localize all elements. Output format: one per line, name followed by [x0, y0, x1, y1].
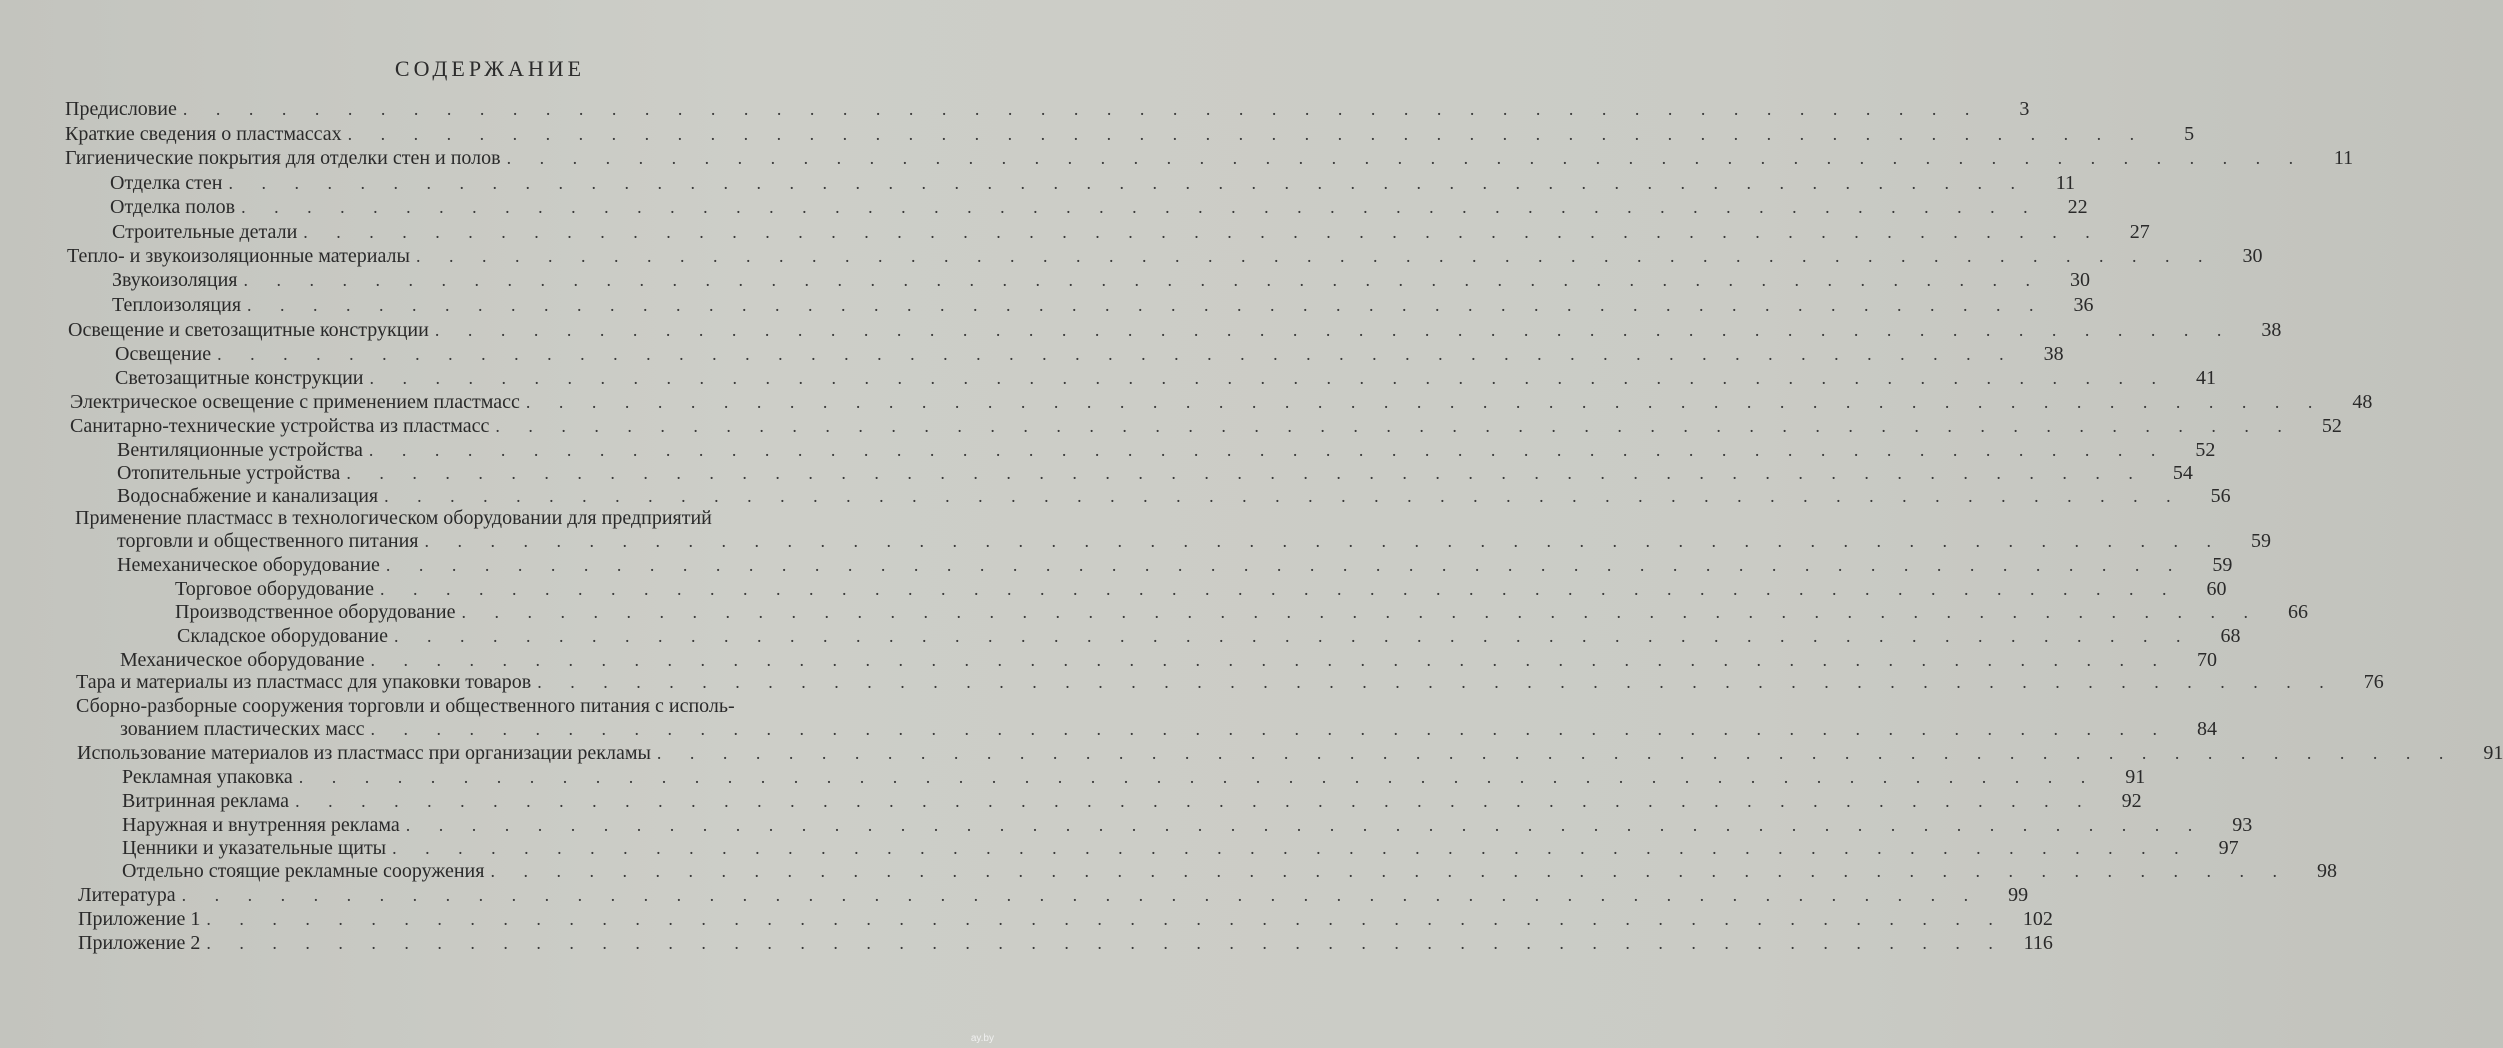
dot-leader: . . . . . . . . . . . . . . . . . . . . . . . . . . . . . . . . . . . . . . . . . . . . . . . . . . . . . . . — [182, 99, 1982, 119]
dot-leader: . . . . . . . . . . . . . . . . . . . . . . . . . . . . . . . . . . . . . . . . . . . . . . . . . . . . . . . — [228, 173, 2027, 193]
toc-entry-page: 41 — [2196, 367, 2216, 389]
toc-entry — [70, 390, 2373, 414]
toc-entry-page: 11 — [2333, 147, 2354, 169]
dot-leader: . . . . . . . . . . . . . . . . . . . . . . . . . . . . . . . . . . . . . . . . . . . . . . . . . . . . . . . — [368, 440, 2168, 460]
dot-leader: . . . . . . . . . . . . . . . . . . . . . . . . . . . . . . . . . . . . . . . . . . . . . . . . . . . . . . . — [247, 295, 2046, 315]
toc-entry — [175, 600, 2308, 624]
toc-entry-label: Ценники и указательные щиты — [122, 837, 387, 859]
toc-entry-page: 59 — [2251, 530, 2272, 552]
toc-entry — [115, 342, 2064, 366]
toc-entry-label: Санитарно-технические устройства из пластмасс — [70, 415, 490, 437]
toc-entry-label: Витринная реклама — [122, 790, 290, 812]
toc-entry — [122, 836, 2239, 860]
toc-entry — [78, 883, 2029, 907]
toc-entry-page: 93 — [2232, 814, 2253, 836]
toc-entry-page: 116 — [2023, 932, 2053, 954]
dot-leader: . . . . . . . . . . . . . . . . . . . . . . . . . . . . . . . . . . . . . . . . . . . . . . . . . . . . . . . — [369, 368, 2168, 388]
toc-entry-label: Предисловие — [65, 98, 177, 120]
toc-entry — [117, 529, 2272, 553]
toc-entry-label: Краткие сведения о пластмассах — [65, 123, 342, 145]
toc-entry — [117, 553, 2233, 577]
toc-entry — [65, 146, 2354, 170]
toc-entry-page: 98 — [2316, 860, 2337, 882]
toc-entry-page: 48 — [2352, 391, 2373, 413]
toc-entry — [117, 484, 2231, 508]
toc-entry-label: Наружная и внутренняя реклама — [122, 814, 400, 836]
toc-entry — [117, 438, 2216, 462]
toc-entry-label: Применение пластмасс в технологическом оборудовании для предприятий — [75, 507, 712, 529]
toc-entry — [65, 97, 2030, 121]
toc-entry — [77, 741, 2503, 765]
toc-entry — [65, 122, 2195, 146]
toc-entry-label: Отделка стен — [110, 172, 223, 194]
toc-entry — [122, 765, 2146, 789]
dot-leader: . . . . . . . . . . . . . . . . . . . . . . . . . . . . . . . . . . . . . . . . . . . . . . . . . . . . . . . — [385, 555, 2185, 575]
dot-leader: . . . . . . . . . . . . . . . . . . . . . . . . . . . . . . . . . . . . . . . . . . . . . . . . . . . . . . . — [392, 838, 2191, 858]
dot-leader: . . . . . . . . . . . . . . . . . . . . . . . . . . . . . . . . . . . . . . . . . . . . . . . . . . . . . . . — [370, 650, 2169, 670]
toc-entry-label: Рекламная упаковка — [122, 766, 293, 788]
toc-entry-page: 70 — [2196, 649, 2217, 671]
toc-entry-label: Отдельно стоящие рекламные сооружения — [122, 860, 485, 882]
toc-entry — [112, 220, 2150, 244]
toc-entry — [68, 318, 2282, 342]
dot-leader: . . . . . . . . . . . . . . . . . . . . . . . . . . . . . . . . . . . . . . . . . . . . . . . . . . . . . . . — [415, 246, 2215, 266]
dot-leader: . . . . . . . . . . . . . . . . . . . . . . . . . . . . . . . . . . . . . . . . . . . . . . . . . . . . . . . — [495, 416, 2294, 436]
dot-leader: . . . . . . . . . . . . . . . . . . . . . . . . . . . . . . . . . . . . . . . . . . . . . . . . . . . . . . . — [525, 392, 2325, 412]
toc-entry-label: Приложение 1 — [78, 908, 201, 930]
toc-entry-label: Светозащитные конструкции — [115, 367, 364, 389]
dot-leader: . . . . . . . . . . . . . . . . . . . . . . . . . . . . . . . . . . . . . . . . . . . . . . . . . . . . . . . — [206, 933, 2005, 953]
toc-entry — [177, 624, 2241, 648]
dot-leader: . . . . . . . . . . . . . . . . . . . . . . . . . . . . . . . . . . . . . . . . . . . . . . . . . . . . . . . — [217, 344, 2016, 364]
dot-leader: . . . . . . . . . . . . . . . . . . . . . . . . . . . . . . . . . . . . . . . . . . . . . . . . . . . . . . . — [303, 222, 2102, 242]
toc-entry-page: 3 — [2019, 98, 2030, 120]
toc-entry-label: Гигиенические покрытия для отделки стен и полов — [65, 147, 501, 169]
page-title: СОДЕРЖАНИЕ — [394, 56, 586, 81]
dot-leader: . . . . . . . . . . . . . . . . . . . . . . . . . . . . . . . . . . . . . . . . . . . . . . . . . . . . . . . — [461, 602, 2260, 622]
toc-entry-page: 11 — [2055, 172, 2075, 194]
dot-leader: . . . . . . . . . . . . . . . . . . . . . . . . . . . . . . . . . . . . . . . . . . . . . . . . . . . . . . . — [424, 531, 2224, 551]
dot-leader: . . . . . . . . . . . . . . . . . . . . . . . . . . . . . . . . . . . . . . . . . . . . . . . . . . . . . . . — [393, 626, 2193, 646]
dot-leader: . . . . . . . . . . . . . . . . . . . . . . . . . . . . . . . . . . . . . . . . . . . . . . . . . . . . . . . — [181, 885, 1981, 905]
dot-leader: . . . . . . . . . . . . . . . . . . . . . . . . . . . . . . . . . . . . . . . . . . . . . . . . . . . . . . . — [537, 672, 2336, 692]
toc-entry-page: 60 — [2206, 578, 2227, 600]
toc-entry-page: 91 — [2125, 766, 2146, 788]
toc-entry-label: Тара и материалы из пластмасс для упаковки товаров — [76, 671, 532, 693]
toc-entry-page: 22 — [2067, 196, 2088, 218]
toc-entry-label: Звукоизоляция — [112, 269, 238, 291]
toc-entry — [110, 171, 2075, 195]
toc-entry — [117, 461, 2193, 485]
toc-entry-page: 52 — [2321, 415, 2342, 437]
toc-entry-label: Электрическое освещение с применением пластмасс — [70, 391, 520, 413]
toc-entry-page: 76 — [2363, 671, 2384, 693]
toc-entry-page: 97 — [2218, 837, 2239, 859]
toc-entry-page: 27 — [2129, 221, 2150, 243]
dot-leader: . . . . . . . . . . . . . . . . . . . . . . . . . . . . . . . . . . . . . . . . . . . . . . . . . . . . . . . — [346, 463, 2145, 483]
toc-entry-page: 66 — [2287, 601, 2308, 623]
dot-leader: . . . . . . . . . . . . . . . . . . . . . . . . . . . . . . . . . . . . . . . . . . . . . . . . . . . . . . . — [243, 270, 2042, 290]
toc-entry-label: Механическое оборудование — [120, 649, 365, 671]
toc-entry-label: зованием пластических масс — [120, 718, 365, 740]
site-watermark: ay.by — [970, 1033, 994, 1044]
toc-entry-page: 59 — [2212, 554, 2233, 576]
toc-entry — [120, 648, 2217, 672]
toc-entry-page: 99 — [2008, 884, 2029, 906]
toc-entry-label: торговли и общественного питания — [117, 530, 419, 552]
toc-entry-label: Освещение и светозащитные конструкции — [68, 319, 429, 341]
toc-entry — [115, 366, 2216, 390]
toc-entry-label: Тепло- и звукоизоляционные материалы — [67, 245, 410, 267]
toc-entry-label: Приложение 2 — [78, 932, 201, 954]
toc-entry-label: Использование материалов из пластмасс при организации рекламы — [77, 742, 651, 764]
dot-leader: . . . . . . . . . . . . . . . . . . . . . . . . . . . . . . . . . . . . . . . . . . . . . . . . . . . . . . . — [241, 197, 2040, 217]
toc-entry-label: Отопительные устройства — [117, 462, 341, 484]
toc-entry-label: Отделка полов — [110, 196, 236, 218]
toc-entry-page: 91 — [2483, 742, 2503, 764]
dot-leader: . . . . . . . . . . . . . . . . . . . . . . . . . . . . . . . . . . . . . . . . . . . . . . . . . . . . . . . — [490, 861, 2289, 881]
toc-entry-page: 38 — [2261, 319, 2282, 341]
toc-entry-page: 38 — [2043, 343, 2064, 365]
toc-entry-label: Теплоизоляция — [112, 294, 242, 316]
toc-entry — [175, 577, 2227, 601]
toc-entry-label: Водоснабжение и канализация — [117, 485, 379, 507]
dot-leader: . . . . . . . . . . . . . . . . . . . . . . . . . . . . . . . . . . . . . . . . . . . . . . . . . . . . . . . — [656, 743, 2456, 763]
dot-leader: . . . . . . . . . . . . . . . . . . . . . . . . . . . . . . . . . . . . . . . . . . . . . . . . . . . . . . . — [434, 320, 2234, 340]
toc-entry-label: Литература — [78, 884, 176, 906]
toc-entry — [112, 293, 2094, 317]
toc-entry — [67, 244, 2263, 268]
toc-entry — [110, 195, 2088, 219]
toc-entry-page: 52 — [2195, 439, 2216, 461]
dot-leader: . . . . . . . . . . . . . . . . . . . . . . . . . . . . . . . . . . . . . . . . . . . . . . . . . . . . . . . — [295, 791, 2094, 811]
toc-entry-label: Строительные детали — [112, 221, 298, 243]
toc-entry-page: 5 — [2184, 123, 2195, 145]
toc-entry-label: Вентиляционные устройства — [117, 439, 363, 461]
toc-entry-page: 92 — [2121, 790, 2142, 812]
dot-leader: . . . . . . . . . . . . . . . . . . . . . . . . . . . . . . . . . . . . . . . . . . . . . . . . . . . . . . . — [206, 909, 2005, 929]
toc-entry — [112, 268, 2090, 292]
toc-entry-label: Сборно-разборные сооружения торговли и общественного питания с исполь- — [76, 695, 735, 717]
toc-entry-page: 36 — [2073, 294, 2094, 316]
toc-entry — [122, 789, 2142, 813]
dot-leader: . . . . . . . . . . . . . . . . . . . . . . . . . . . . . . . . . . . . . . . . . . . . . . . . . . . . . . . — [506, 148, 2306, 168]
dot-leader: . . . . . . . . . . . . . . . . . . . . . . . . . . . . . . . . . . . . . . . . . . . . . . . . . . . . . . . — [298, 767, 2098, 787]
toc-entry-page: 84 — [2197, 718, 2218, 740]
dot-leader: . . . . . . . . . . . . . . . . . . . . . . . . . . . . . . . . . . . . . . . . . . . . . . . . . . . . . . . — [384, 486, 2183, 506]
toc-entry — [76, 670, 2384, 694]
toc-entry — [78, 931, 2053, 955]
toc-entry-label: Немеханическое оборудование — [117, 554, 380, 576]
toc-entry-page: 56 — [2210, 485, 2231, 507]
toc-entry-page: 68 — [2220, 625, 2241, 647]
toc-entry-label: Складское оборудование — [177, 625, 388, 647]
toc-entry-page: 54 — [2172, 462, 2193, 484]
dot-leader: . . . . . . . . . . . . . . . . . . . . . . . . . . . . . . . . . . . . . . . . . . . . . . . . . . . . . . . — [370, 719, 2170, 739]
toc-entry-page: 30 — [2242, 245, 2263, 267]
toc-entry — [70, 414, 2342, 438]
toc-entry — [120, 717, 2218, 741]
toc-entry-page: 102 — [2022, 908, 2053, 930]
dot-leader: . . . . . . . . . . . . . . . . . . . . . . . . . . . . . . . . . . . . . . . . . . . . . . . . . . . . . . . — [347, 124, 2147, 144]
toc-entry-label: Производственное оборудование — [175, 601, 456, 623]
toc-entry-page: 30 — [2070, 269, 2090, 291]
dot-leader: . . . . . . . . . . . . . . . . . . . . . . . . . . . . . . . . . . . . . . . . . . . . . . . . . . . . . . . — [405, 815, 2205, 835]
toc-entry-label: Торговое оборудование — [175, 578, 375, 600]
toc-entry-label: Освещение — [115, 343, 212, 365]
toc-entry — [122, 859, 2337, 883]
toc-entry — [78, 907, 2053, 931]
toc-entry — [122, 813, 2253, 837]
dot-leader: . . . . . . . . . . . . . . . . . . . . . . . . . . . . . . . . . . . . . . . . . . . . . . . . . . . . . . . — [380, 579, 2179, 599]
